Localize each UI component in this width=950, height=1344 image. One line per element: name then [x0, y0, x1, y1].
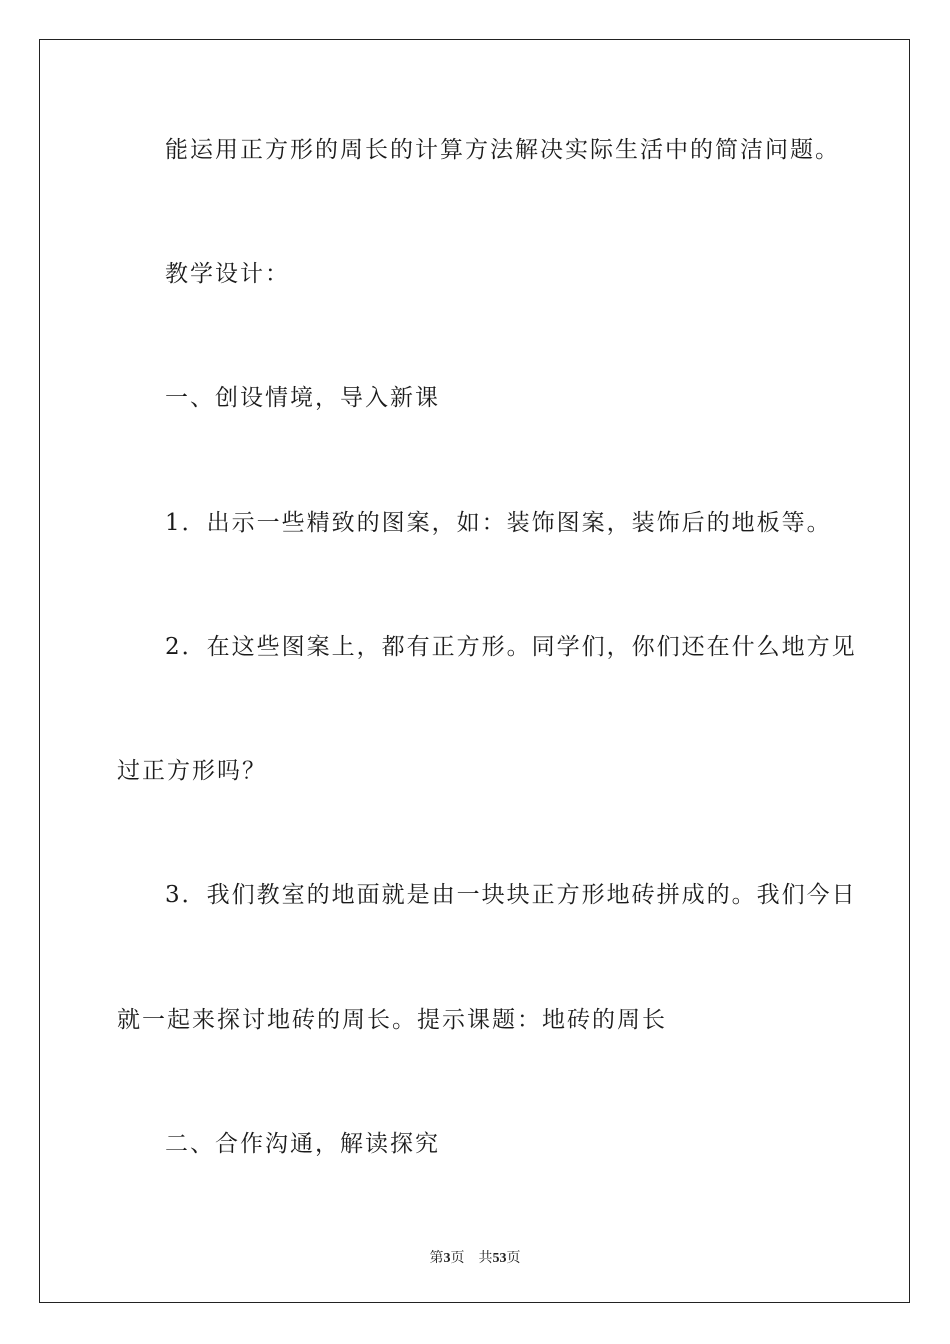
footer-total-prefix: 共 — [478, 1251, 493, 1266]
paragraph-line: 3．我们教室的地面就是由一块块正方形地砖拼成的。我们今日 — [165, 882, 857, 908]
footer-total-suffix: 页 — [506, 1251, 521, 1266]
section-heading: 一、创设情境，导入新课 — [165, 385, 440, 411]
total-pages-number: 53 — [492, 1251, 507, 1266]
paragraph-line: 1．出示一些精致的图案，如：装饰图案，装饰后的地板等。 — [165, 510, 832, 536]
page-footer — [0, 1247, 950, 1267]
footer-page-prefix: 第 — [429, 1251, 444, 1266]
footer-page-suffix: 页 — [450, 1251, 465, 1266]
paragraph-line: 能运用正方形的周长的计算方法解决实际生活中的简洁问题。 — [165, 137, 840, 163]
page-border — [39, 39, 910, 1303]
paragraph-line: 就一起来探讨地砖的周长。提示课题：地砖的周长 — [117, 1007, 667, 1033]
section-heading: 教学设计： — [165, 261, 290, 287]
paragraph-line: 2．在这些图案上，都有正方形。同学们，你们还在什么地方见 — [165, 634, 857, 660]
paragraph-line: 过正方形吗？ — [117, 758, 267, 784]
current-page-number: 3 — [443, 1251, 451, 1266]
section-heading: 二、合作沟通，解读探究 — [165, 1131, 440, 1157]
